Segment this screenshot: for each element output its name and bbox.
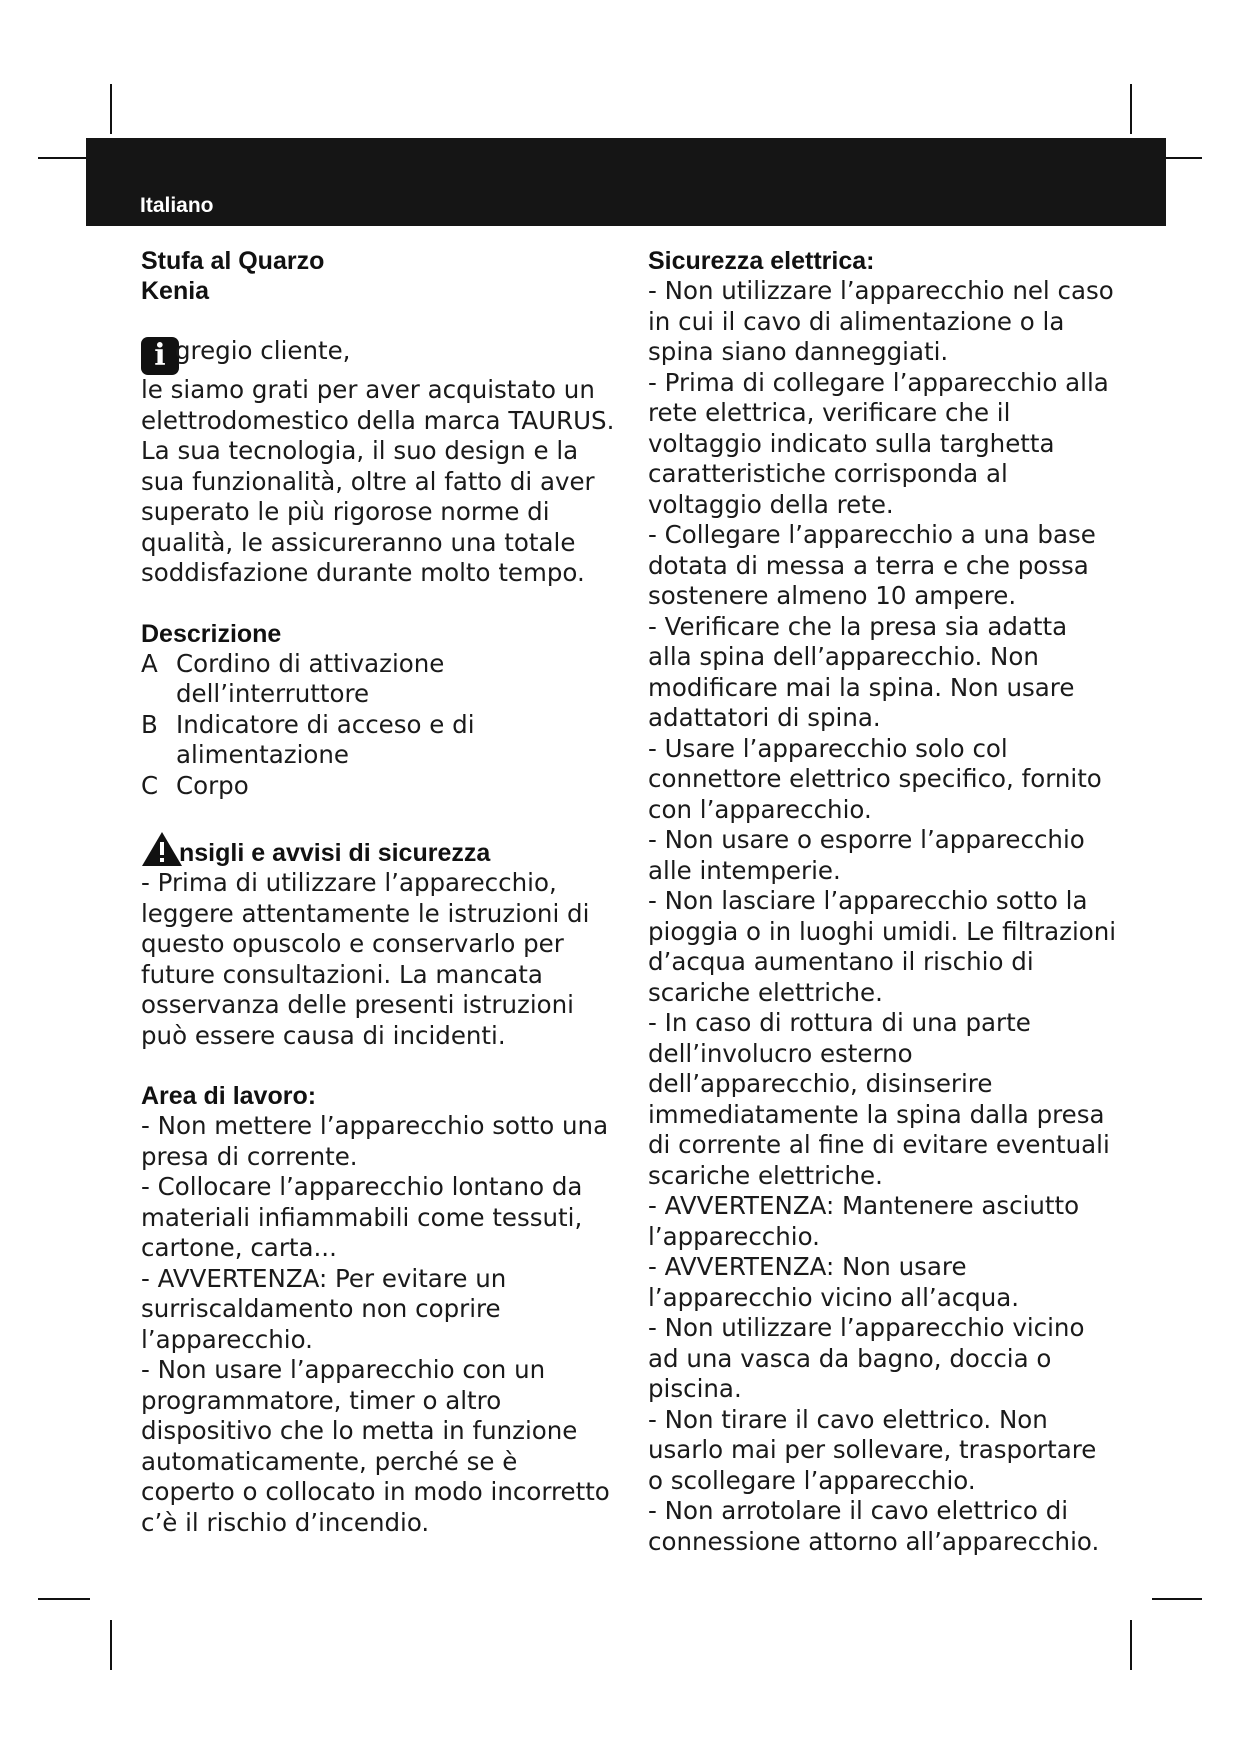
- electrical-item: - AVVERTENZA: Non usare l’apparecchio vicino all’acqua.: [648, 1252, 1020, 1312]
- intro-paragraph-1: le siamo grati per aver acquistato un elettrodomestico della marca TAURUS.: [141, 375, 615, 435]
- crop-mark-top-left-v: [110, 84, 112, 134]
- crop-mark-top-right-h: [1166, 157, 1202, 159]
- safety-heading-text: nsigli e avvisi di sicurezza: [179, 839, 491, 867]
- info-icon: i: [141, 337, 179, 375]
- description-item-c: [141, 771, 616, 802]
- product-model: Kenia: [141, 277, 210, 305]
- crop-mark-bottom-right-h: [1152, 1598, 1202, 1600]
- electrical-item: - Non lasciare l’apparecchio sotto la pioggia o in luoghi umidi. Le filtrazioni d’acqua aumentano il rischio di scariche elettriche.: [648, 886, 1117, 1007]
- work-area-item: - AVVERTENZA: Per evitare un surriscaldamento non coprire l’apparecchio.: [141, 1263, 507, 1354]
- work-area-item: - Non usare l’apparecchio con un programmatore, timer o altro dispositivo che lo metta in funzione automaticamente, perché se è coperto o collocato in modo incorretto c’è il rischio d’incendio.: [141, 1355, 610, 1537]
- language-header-bar: [86, 138, 1166, 226]
- greeting: [141, 336, 616, 375]
- electrical-item: - Non arrotolare il cavo elettrico di connessione attorno all’apparecchio.: [648, 1496, 1100, 1556]
- safety-heading: [141, 831, 616, 868]
- language-label: Italiano: [140, 194, 214, 217]
- electrical-item: - Non utilizzare l’apparecchio nel caso in cui il cavo di alimentazione o la spina siano danneggiati.: [648, 276, 1114, 366]
- left-column: [141, 246, 616, 1538]
- electrical-item: - Non tirare il cavo elettrico. Non usarlo mai per sollevare, trasportare o scollegare l’apparecchio.: [648, 1404, 1097, 1495]
- crop-mark-top-right-v: [1130, 84, 1132, 134]
- crop-mark-bottom-left-v: [110, 1620, 112, 1670]
- electrical-safety-heading: Sicurezza elettrica:: [648, 247, 875, 275]
- item-text: Cordino di attivazione dell’interruttore: [176, 648, 445, 708]
- electrical-item: - AVVERTENZA: Mantenere asciutto l’apparecchio.: [648, 1191, 1080, 1251]
- description-item-a: [141, 649, 616, 710]
- electrical-item: - Verificare che la presa sia adatta alla spina dell’apparecchio. Non modificare mai la spina. Non usare adattatori di spina.: [648, 611, 1075, 732]
- electrical-item: - In caso di rottura di una parte dell’involucro esterno dell’apparecchio, disinserire immediatamente la spina dalla presa di corrente al fine di evitare eventuali scariche elettriche.: [648, 1008, 1110, 1190]
- safety-intro: - Prima di utilizzare l’apparecchio, leggere attentamente le istruzioni di questo opuscolo e conservarlo per future consultazioni. La mancata osservanza delle presenti istruzioni può essere causa di incidenti.: [141, 868, 590, 1050]
- electrical-item: - Prima di collegare l’apparecchio alla rete elettrica, verificare che il voltaggio indicato sulla targhetta caratteristiche corrisponda al voltaggio della rete.: [648, 367, 1109, 519]
- item-letter: A: [141, 648, 158, 678]
- product-title: Stufa al Quarzo: [141, 247, 325, 275]
- electrical-item: - Non utilizzare l’apparecchio vicino ad una vasca da bagno, doccia o piscina.: [648, 1313, 1085, 1403]
- crop-mark-top-left-h: [38, 157, 86, 159]
- electrical-item: - Usare l’apparecchio solo col connettore elettrico specifico, fornito con l’apparecchio.: [648, 733, 1102, 824]
- description-item-b: [141, 710, 616, 771]
- greeting-text: gregio cliente,: [175, 336, 351, 365]
- electrical-item: - Collegare l’apparecchio a una base dotata di messa a terra e che possa sostenere almeno 10 ampere.: [648, 520, 1096, 610]
- crop-mark-bottom-left-h: [38, 1598, 90, 1600]
- intro-paragraph-2: La sua tecnologia, il suo design e la sua funzionalità, oltre al fatto di aver superato le più rigorose norme di qualità, le assicureranno una totale soddisfazione durante molto tempo.: [141, 436, 595, 587]
- item-letter: C: [141, 770, 159, 800]
- work-area-heading: Area di lavoro:: [141, 1082, 317, 1110]
- description-heading: Descrizione: [141, 619, 282, 648]
- item-text: Indicatore di acceso e di alimentazione: [176, 709, 475, 769]
- work-area-item: - Collocare l’apparecchio lontano da materiali infiammabili come tessuti, cartone, carta...: [141, 1172, 583, 1262]
- item-letter: B: [141, 709, 158, 739]
- right-column: [648, 246, 1118, 1557]
- item-text: Corpo: [176, 770, 249, 800]
- work-area-item: - Non mettere l’apparecchio sotto una presa di corrente.: [141, 1111, 609, 1171]
- warning-icon: [141, 831, 183, 867]
- electrical-item: - Non usare o esporre l’apparecchio alle intemperie.: [648, 825, 1085, 885]
- crop-mark-bottom-right-v: [1130, 1620, 1132, 1670]
